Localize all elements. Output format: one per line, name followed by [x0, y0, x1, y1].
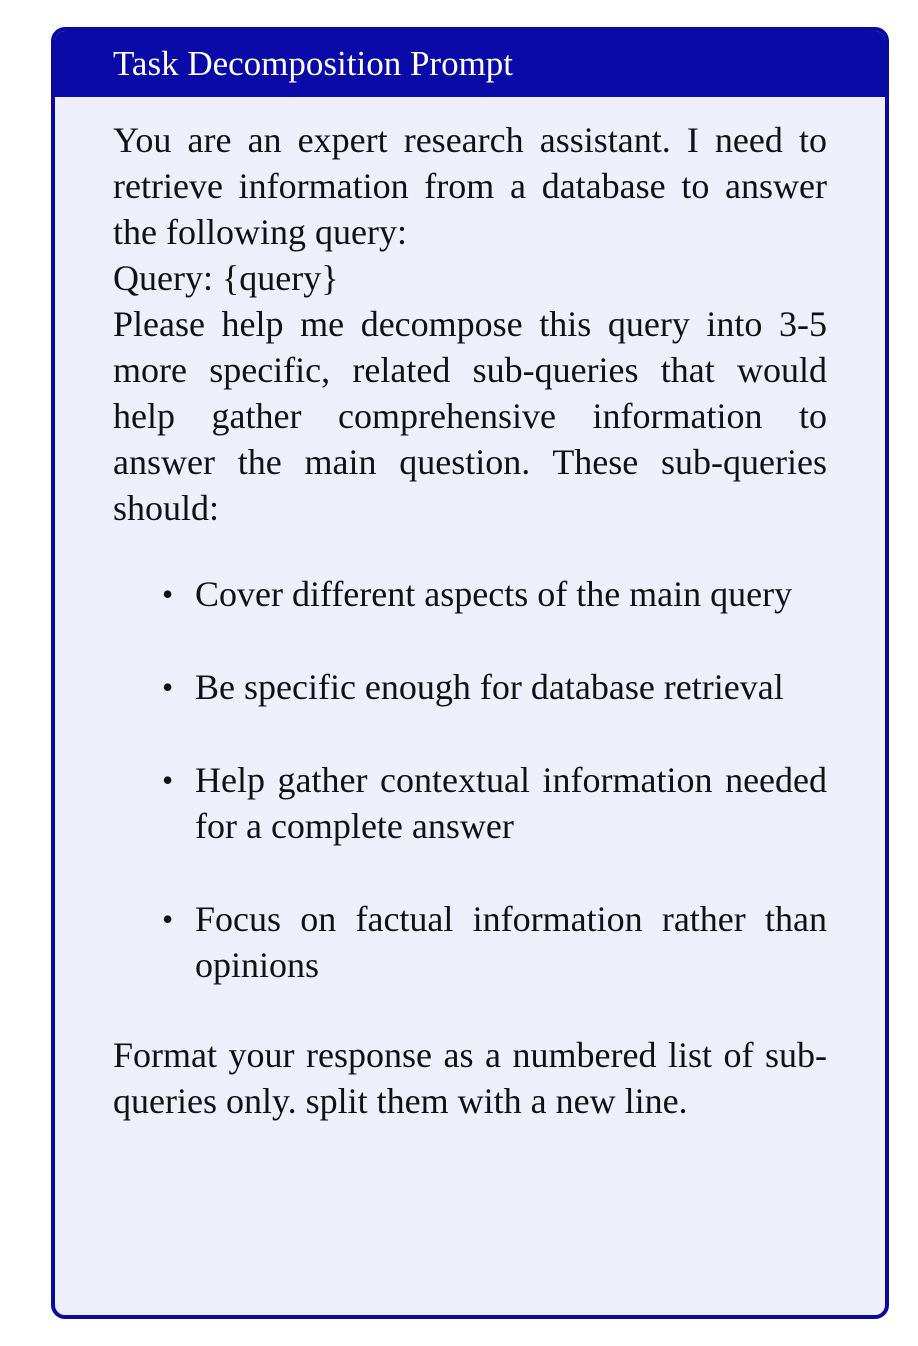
bullet-icon: •: [162, 901, 174, 937]
list-item: • Help gather contextual information needed for a complete answer: [195, 757, 827, 849]
intro-paragraph: You are an expert research assistant. I need to retrieve information from a database to answer the following query:: [113, 120, 827, 252]
prompt-box: [51, 27, 889, 1319]
list-item: • Cover different aspects of the main query: [195, 571, 827, 617]
list-item: • Be specific enough for database retrieval: [195, 664, 827, 710]
list-item: • Focus on factual information rather than opinions: [195, 896, 827, 988]
instruction-paragraph: Please help me decompose this query into 3-5 more specific, related sub-queries that would help gather comprehensive information to answer the main question. These sub-queries should:: [113, 304, 827, 528]
box-body: [55, 97, 885, 1124]
box-title: Task Decomposition Prompt: [55, 31, 885, 97]
closing-paragraph: Format your response as a numbered list of sub-queries only. split them with a new line.: [113, 1035, 827, 1121]
bullet-icon: •: [162, 576, 174, 612]
bullet-icon: •: [162, 762, 174, 798]
query-line: Query: {query}: [113, 258, 339, 298]
criteria-list: [113, 571, 827, 988]
bullet-icon: •: [162, 669, 174, 705]
